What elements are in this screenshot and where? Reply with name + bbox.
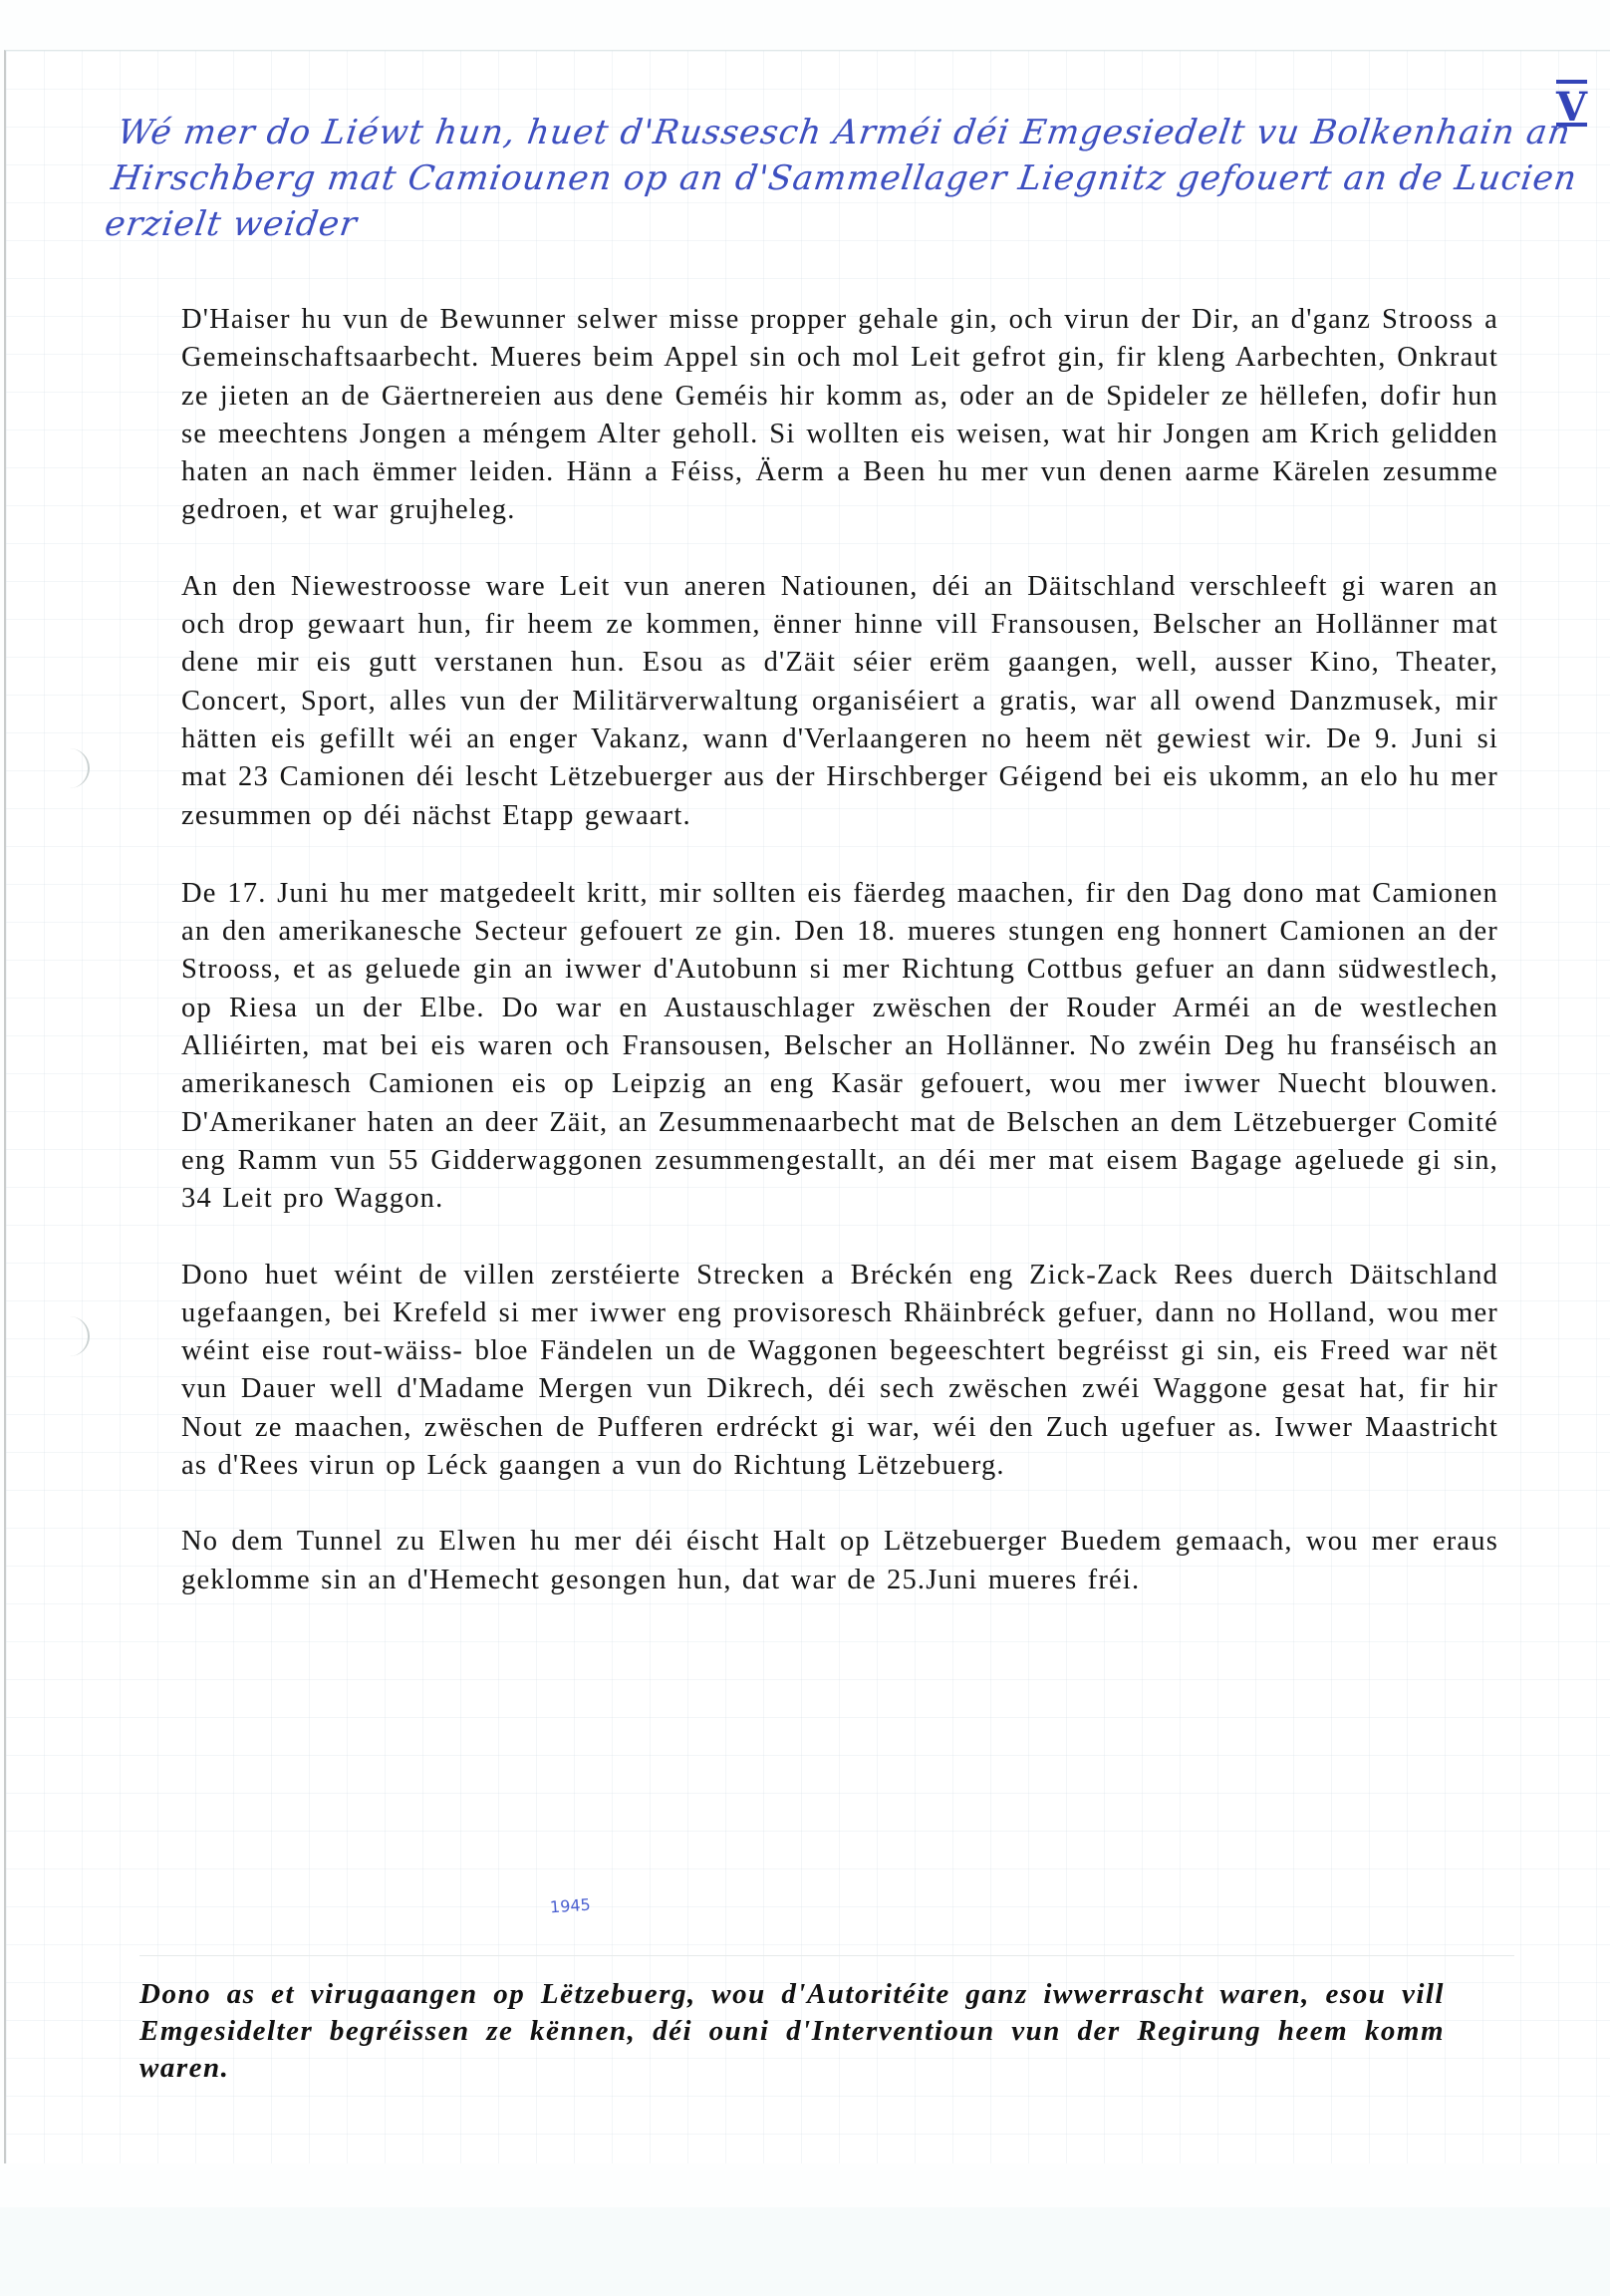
page-section-numeral: V	[1556, 84, 1588, 131]
scan-background	[0, 2207, 1610, 2296]
handwritten-line: erzielt weider	[102, 204, 361, 244]
handwritten-line: Hirschberg mat Camiounen op an d'Sammellager Liegnitz gefouert an de Lucien	[109, 158, 1580, 198]
body-text	[181, 301, 1498, 1637]
handwritten-year-annotation: 1945	[549, 1894, 592, 1917]
paragraph: An den Niewestroosse ware Leit vun aneren Natiounen, déi an Däitschland verschleeft gi waren an och drop gewaart hun, fir heem ze kommen, ënner hinne vill Fransousen, Belscher an Hollänner mat dene mir eis gutt verstanen hun. Esou as d'Zäit séier erëm gaangen, well, ausser Kino, Theater, Concert, Sport, alles vun der Militärverwaltung organiséiert a gratis, war all owend Danzmusek, mir hätten eis gefillt wéi an enger Vakanz, wann d'Verlaangeren no heem nët gewiest wir. De 9. Juni si mat 23 Camionen déi lescht Lëtzebuerger aus der Hirschberger Géigend bei eis ukomm, an elo hu mer zesummen op déi nächst Etapp gewaart.	[181, 570, 1498, 831]
paragraph: De 17. Juni hu mer matgedeelt kritt, mir sollten eis fäerdeg maachen, fir den Dag dono mat Camionen an den amerikanesche Secteur gefouert ze gin. Den 18. mueres stungen eng honnert Camionen an der Strooss, et as geluede gin an iwwer d'Autobunn si mer Richtung Cottbus gefuer an dann südwestlech, op Riesa un der Elbe. Do war en Austauschlager zwëschen der Rouder Arméi an de westlechen Alliéirten, mat bei eis waren och Fransousen, Belscher an Hollänner. No zwéin Deg hu franséisch an amerikanesch Camionen eis op Leipzig an eng Kasär gefouert, wou mer iwwer Nuecht blouwen. D'Amerikaner haten an deer Zäit, an Zesummenaarbecht mat de Belschen an dem Lëtzebuerger Comité eng Ramm vun 55 Gidderwaggonen zesummengestallt, an déi mer mat eisem Bagage ageluede gi sin, 34 Leit pro Waggon.	[181, 877, 1498, 1215]
paragraph: Dono huet wéint de villen zerstéierte Strecken a Bréckén eng Zick-Zack Rees duerch Däitschland ugefaangen, bei Krefeld si mer iwwer eng provisoresch Rhäinbréck gefuer, dann no Holland, wou mer wéint eise rout-wäiss- bloe Fändelen un de Waggonen begeeschtert begréisst gi sin, eis Freed war nët vun Dauer well d'Madame Mergen vun Dikrech, déi sech zwëschen zwéi Waggone gesat hat, fir hir Nout ze maachen, zwëschen de Pufferen erdréckt gi war, wéi den Zuch ugefuer as. Iwwer Maastricht as d'Rees virun op Léck gaangen a vun do Richtung Lëtzebuerg.	[181, 1259, 1498, 1482]
handwritten-note	[102, 110, 1580, 247]
punch-hole-mark	[66, 748, 90, 788]
divider	[139, 1955, 1514, 1956]
paragraph: D'Haiser hu vun de Bewunner selwer misse propper gehale gin, och virun der Dir, an d'ganz Strooss a Gemeinschaftsaarbecht. Mueres beim Appel sin och mol Leit gefrot gin, fir kleng Aarbechten, Onkraut ze jieten an de Gäertnereien aus dene Geméis hir komm as, oder an de Spideler ze hëllefen, dofir hun se meechtens Jongen a méngem Alter geholl. Si wollten eis weisen, wat hir Jongen am Krich gelidden haten an nach ëmmer leiden. Hänn a Féiss, Äerm a Been hu mer vun denen aarme Kärelen zesumme gedroen, et war grujheleg.	[181, 304, 1498, 526]
handwritten-line: Wé mer do Liéwt hun, huet d'Russesch Arméi déi Emgesiedelt vu Bolkenhain an	[115, 113, 1574, 152]
paragraph: No dem Tunnel zu Elwen hu mer déi éischt Halt op Lëtzebuerger Buedem gemaach, wou mer eraus geklomme sin an d'Hemecht gesongen hun, dat war de 25.Juni mueres fréi.	[181, 1526, 1498, 1595]
punch-hole-mark	[66, 1316, 90, 1356]
closing-paragraph: Dono as et virugaangen op Lëtzebuerg, wou d'Autoritéite ganz iwwerrascht waren, esou vill Emgesidelter begréissen ze kënnen, déi ouni d'Interventioun vun der Regirung heem komm waren.	[139, 1978, 1445, 2084]
